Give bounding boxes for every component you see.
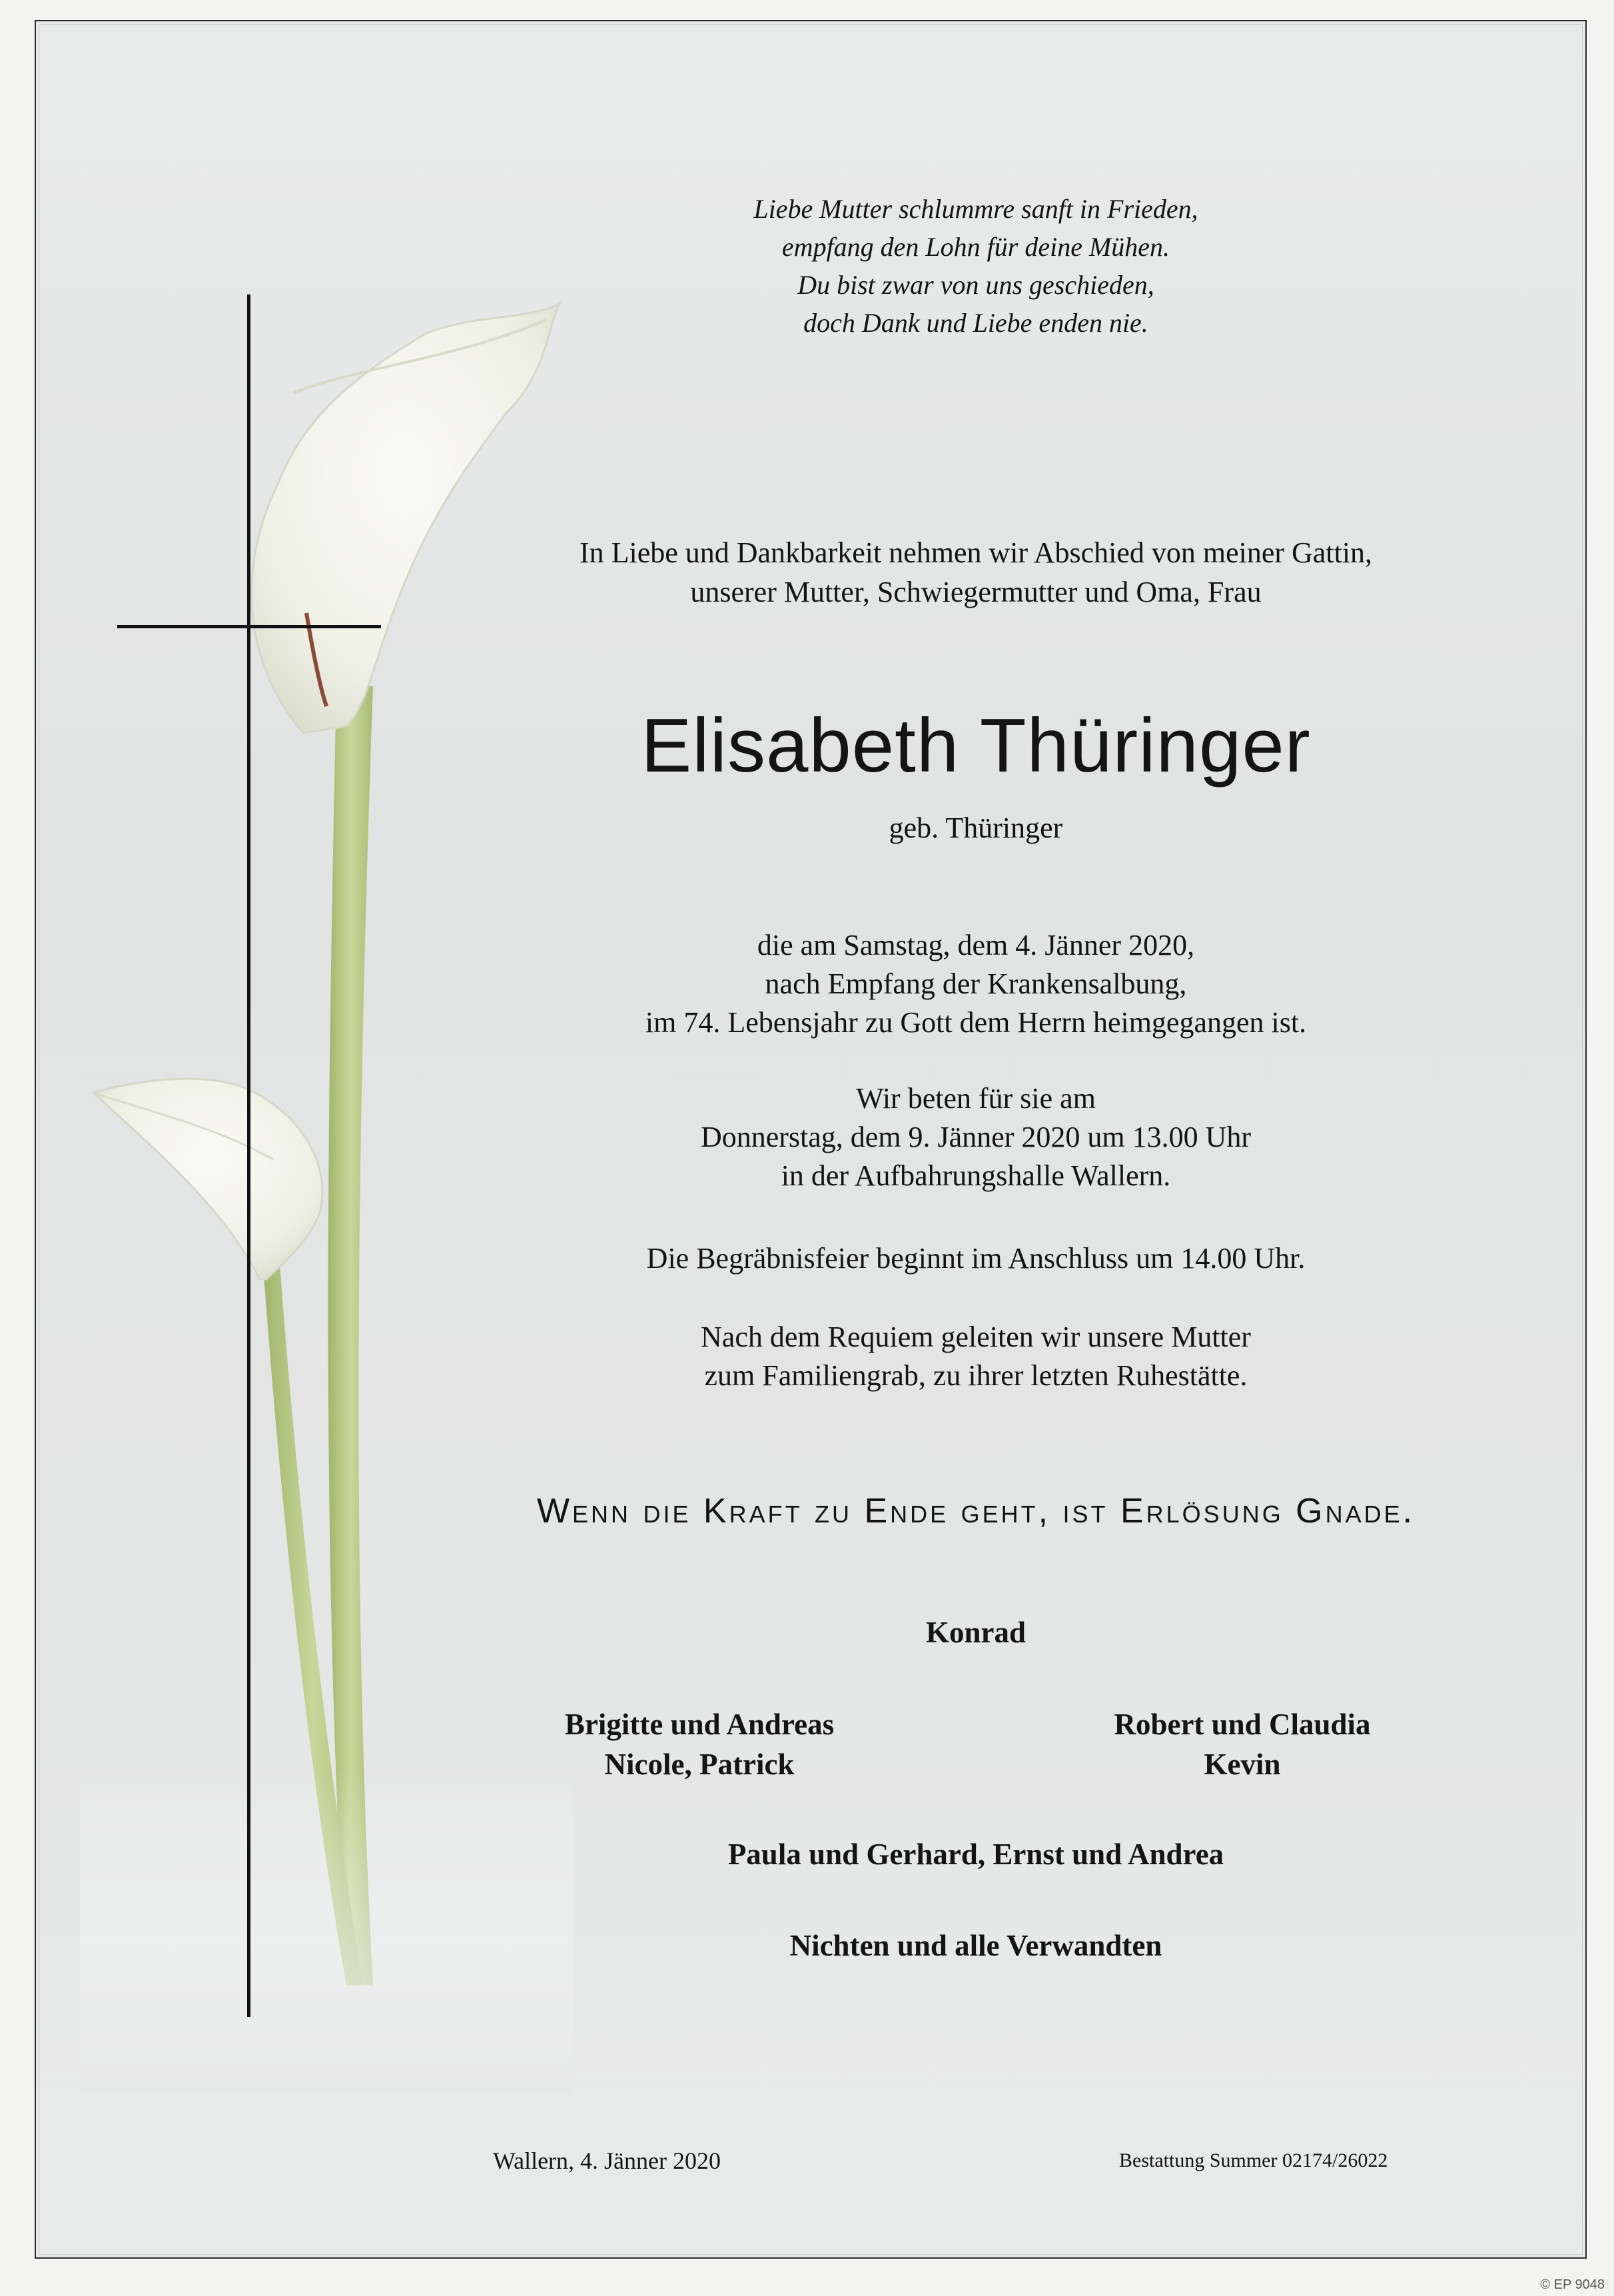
requiem-notice bbox=[0, 1318, 1614, 1395]
funeral-notice: Die Begräbnisfeier beginnt im Anschluss um 14.00 Uhr. bbox=[646, 1242, 1306, 1275]
mourner-spouse: Konrad bbox=[925, 1616, 1026, 1649]
mourner-group-left bbox=[513, 1704, 886, 1784]
cross-horizontal-bar bbox=[117, 625, 381, 628]
requiem-line: zum Familiengrab, zu ihrer letzten Ruhestätte. bbox=[704, 1359, 1248, 1392]
memorial-poem bbox=[0, 190, 1614, 342]
mourner-line: Robert und Claudia bbox=[1114, 1708, 1371, 1741]
poem-line: Liebe Mutter schlummre sanft in Frieden, bbox=[753, 194, 1198, 224]
death-notice-line: im 74. Lebensjahr zu Gott dem Herrn heimgegangen ist. bbox=[645, 1006, 1307, 1039]
mourner-group-right bbox=[1039, 1704, 1445, 1784]
death-notice-line: nach Empfang der Krankensalbung, bbox=[765, 967, 1187, 1000]
intro-line: unserer Mutter, Schwiegermutter und Oma, Frau bbox=[690, 576, 1262, 608]
intro-line: In Liebe und Dankbarkeit nehmen wir Abschied von meiner Gattin, bbox=[579, 536, 1373, 569]
motto: Wenn die Kraft zu Ende geht, ist Erlösung Gnade. bbox=[536, 1492, 1415, 1530]
prayer-line: Donnerstag, dem 9. Jänner 2020 um 13.00 Uhr bbox=[700, 1121, 1252, 1153]
poem-line: Du bist zwar von uns geschieden, bbox=[797, 270, 1154, 300]
place-and-date: Wallern, 4. Jänner 2020 bbox=[493, 2147, 721, 2174]
mourner-line: Brigitte und Andreas bbox=[564, 1708, 835, 1741]
mourner-siblings: Paula und Gerhard, Ernst und Andrea bbox=[727, 1838, 1224, 1871]
mourner-relatives: Nichten und alle Verwandten bbox=[789, 1929, 1162, 1962]
poem-line: empfang den Lohn für deine Mühen. bbox=[781, 232, 1170, 262]
farewell-intro bbox=[0, 533, 1614, 612]
print-code: © EP 9048 bbox=[1540, 2277, 1605, 2292]
prayer-line: in der Aufbahrungshalle Wallern. bbox=[781, 1159, 1171, 1192]
poem-line: doch Dank und Liebe enden nie. bbox=[803, 308, 1148, 338]
mourner-line: Nicole, Patrick bbox=[604, 1748, 795, 1781]
prayer-notice bbox=[0, 1079, 1614, 1195]
mourner-line: Kevin bbox=[1204, 1748, 1281, 1781]
deceased-name: Elisabeth Thüringer bbox=[641, 704, 1311, 788]
birth-name: geb. Thüringer bbox=[889, 812, 1063, 844]
prayer-line: Wir beten für sie am bbox=[856, 1082, 1096, 1115]
death-notice-line: die am Samstag, dem 4. Jänner 2020, bbox=[757, 929, 1195, 961]
requiem-line: Nach dem Requiem geleiten wir unsere Mutter bbox=[701, 1321, 1251, 1353]
death-notice bbox=[0, 926, 1614, 1042]
undertaker-contact: Bestattung Summer 02174/26022 bbox=[1119, 2149, 1388, 2171]
